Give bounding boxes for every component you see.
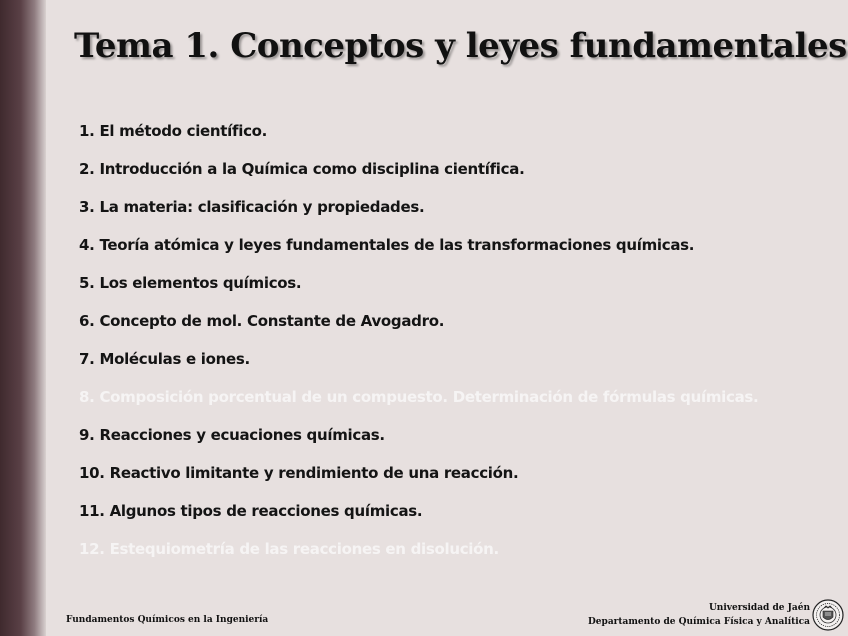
- topic-item: 2. Introducción a la Química como disciplina científica.: [79, 160, 525, 178]
- side-decoration-bar: [0, 0, 46, 636]
- university-name: Universidad de Jaén: [708, 603, 810, 613]
- topic-item: 6. Concepto de mol. Constante de Avogadro.: [79, 312, 445, 330]
- university-seal-icon: [812, 599, 844, 631]
- topic-item: 1. El método científico.: [79, 122, 268, 140]
- department-name: Departamento de Química Física y Analítica: [588, 617, 810, 627]
- course-name: Fundamentos Químicos en la Ingeniería: [66, 615, 269, 625]
- topic-list: [79, 120, 758, 576]
- topic-item: 10. Reactivo limitante y rendimiento de una reacción.: [79, 464, 519, 482]
- topic-item: 5. Los elementos químicos.: [79, 274, 302, 292]
- topic-item: 7. Moléculas e iones.: [79, 350, 250, 368]
- slide-title: Tema 1. Conceptos y leyes fundamentales: [74, 26, 847, 66]
- topic-item: 4. Teoría atómica y leyes fundamentales de las transformaciones químicas.: [79, 236, 695, 254]
- institution-block: [588, 601, 810, 629]
- topic-item-faded: 8. Composición porcentual de un compuesto. Determinación de fórmulas químicas.: [79, 388, 759, 406]
- topic-item: 3. La materia: clasificación y propiedades.: [79, 198, 425, 216]
- topic-item-faded: 12. Estequiometría de las reacciones en disolución.: [79, 540, 499, 558]
- topic-item: 11. Algunos tipos de reacciones químicas.: [79, 502, 423, 520]
- topic-item: 9. Reacciones y ecuaciones químicas.: [79, 426, 385, 444]
